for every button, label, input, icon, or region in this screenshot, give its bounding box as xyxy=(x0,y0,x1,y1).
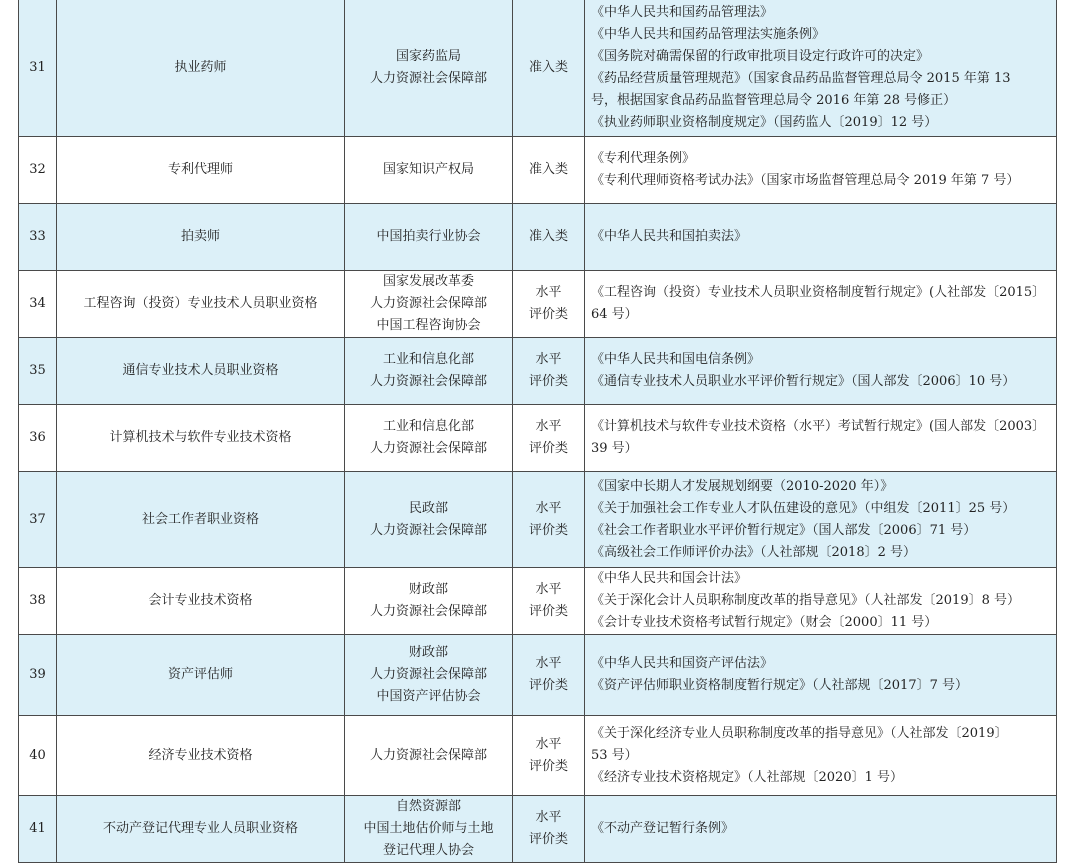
basis-line: 《中华人民共和国拍卖法》 xyxy=(591,229,748,244)
row-number: 39 xyxy=(19,635,57,716)
basis-line: 39 号） xyxy=(591,441,638,456)
department-cell xyxy=(345,271,513,338)
department-line: 国家药监局 xyxy=(395,48,461,64)
table-row xyxy=(19,472,1057,568)
department-line: 人力资源社会保障部 xyxy=(369,441,487,456)
table-row xyxy=(19,137,1057,204)
qualification-name: 资产评估师 xyxy=(57,635,345,716)
category-line: 准入类 xyxy=(528,229,568,244)
row-number: 37 xyxy=(19,472,57,568)
department-line: 人力资源社会保障部 xyxy=(369,70,487,86)
table-row xyxy=(19,635,1057,716)
row-number: 35 xyxy=(19,338,57,405)
basis-line: 号，根据国家食品药品监督管理总局令 2016 年第 28 号修正） xyxy=(591,92,957,108)
basis-line: 《关于加强社会工作专业人才队伍建设的意见》（中组发〔2011〕25 号） xyxy=(591,500,1016,516)
category-line: 水平 xyxy=(535,285,562,300)
category-cell xyxy=(513,0,585,137)
department-cell xyxy=(345,472,513,568)
qualification-name: 社会工作者职业资格 xyxy=(57,472,345,568)
table-row xyxy=(19,204,1057,271)
basis-line: 《国务院对确需保留的行政审批项目设定行政许可的决定》 xyxy=(591,48,930,64)
basis-line: 《工程咨询（投资）专业技术人员职业资格制度暂行规定》(人社部发〔2015〕 xyxy=(591,285,1046,300)
category-line: 评价类 xyxy=(528,374,568,389)
category-cell xyxy=(513,338,585,405)
basis-line: 《专利代理条例》 xyxy=(591,151,696,166)
category-line: 评价类 xyxy=(528,678,568,693)
basis-line: 《关于深化经济专业人员职称制度改革的指导意见》（人社部发〔2019〕 xyxy=(591,725,1008,741)
category-line: 水平 xyxy=(535,810,562,825)
category-line: 评价类 xyxy=(528,604,568,619)
qualification-name: 经济专业技术资格 xyxy=(57,716,345,796)
department-line: 登记代理人协会 xyxy=(382,843,474,858)
row-number: 34 xyxy=(19,271,57,338)
category-cell xyxy=(513,796,585,863)
department-line: 自然资源部 xyxy=(395,799,461,814)
category-line: 准入类 xyxy=(528,59,568,75)
row-number: 40 xyxy=(19,716,57,796)
basis-line: 64 号） xyxy=(591,307,638,322)
category-cell xyxy=(513,635,585,716)
department-line: 中国资产评估协会 xyxy=(376,689,481,704)
qualification-name: 拍卖师 xyxy=(57,204,345,271)
basis-cell xyxy=(585,635,1057,716)
row-number: 33 xyxy=(19,204,57,271)
category-line: 水平 xyxy=(535,352,562,367)
department-cell xyxy=(345,338,513,405)
table-row xyxy=(19,0,1057,137)
category-cell xyxy=(513,137,585,204)
category-line: 水平 xyxy=(535,736,562,752)
basis-line: 《社会工作者职业水平评价暂行规定》（国人部发〔2006〕71 号） xyxy=(591,522,977,538)
basis-line: 《不动产登记暂行条例》 xyxy=(591,821,735,836)
table-body xyxy=(19,0,1057,863)
basis-line: 《关于深化会计人员职称制度改革的指导意见》（人社部发〔2019〕8 号） xyxy=(591,593,1020,608)
basis-line: 《中华人民共和国药品管理法》 xyxy=(591,4,774,20)
department-cell xyxy=(345,716,513,796)
department-line: 民政部 xyxy=(408,500,448,516)
basis-line: 《计算机技术与软件专业技术资格（水平）考试暂行规定》(国人部发〔2003〕 xyxy=(591,419,1046,434)
basis-line: 《执业药师职业资格制度规定》（国药监人〔2019〕12 号） xyxy=(591,114,938,130)
category-line: 评价类 xyxy=(528,758,568,774)
category-line: 水平 xyxy=(535,419,562,434)
table-row xyxy=(19,271,1057,338)
department-cell xyxy=(345,405,513,472)
category-line: 评价类 xyxy=(528,441,568,456)
category-line: 水平 xyxy=(535,582,562,597)
qualification-name: 执业药师 xyxy=(57,0,345,137)
basis-cell xyxy=(585,472,1057,568)
category-line: 准入类 xyxy=(528,162,568,177)
basis-line: 《资产评估师职业资格制度暂行规定》（人社部规〔2017〕7 号） xyxy=(591,678,968,693)
qualification-table xyxy=(18,0,1057,863)
row-number: 38 xyxy=(19,568,57,635)
basis-line: 《通信专业技术人员职业水平评价暂行规定》（国人部发〔2006〕10 号） xyxy=(591,374,1016,389)
category-cell xyxy=(513,204,585,271)
department-line: 工业和信息化部 xyxy=(382,419,474,434)
department-line: 人力资源社会保障部 xyxy=(369,374,487,389)
basis-cell xyxy=(585,0,1057,137)
basis-line: 《高级社会工作师评价办法》（人社部规〔2018〕2 号） xyxy=(591,544,916,560)
category-line: 水平 xyxy=(535,656,562,671)
department-cell xyxy=(345,796,513,863)
basis-line: 《药品经营质量管理规范》（国家食品药品监督管理总局令 2015 年第 13 xyxy=(591,70,1011,86)
department-line: 中国拍卖行业协会 xyxy=(376,229,481,244)
table-row xyxy=(19,568,1057,635)
category-cell xyxy=(513,271,585,338)
row-number: 31 xyxy=(19,0,57,137)
row-number: 36 xyxy=(19,405,57,472)
category-cell xyxy=(513,405,585,472)
basis-cell xyxy=(585,405,1057,472)
qualification-name: 工程咨询（投资）专业技术人员职业资格 xyxy=(57,271,345,338)
category-line: 评价类 xyxy=(528,307,568,322)
category-line: 水平 xyxy=(535,500,562,516)
category-cell xyxy=(513,472,585,568)
basis-line: 《中华人民共和国药品管理法实施条例》 xyxy=(591,26,826,42)
category-line: 评价类 xyxy=(528,522,568,538)
qualification-name: 会计专业技术资格 xyxy=(57,568,345,635)
row-number: 41 xyxy=(19,796,57,863)
basis-line: 《国家中长期人才发展规划纲要（2010-2020 年）》 xyxy=(591,478,894,494)
category-cell xyxy=(513,716,585,796)
basis-cell xyxy=(585,568,1057,635)
qualification-name: 计算机技术与软件专业技术资格 xyxy=(57,405,345,472)
department-line: 人力资源社会保障部 xyxy=(369,296,487,311)
basis-line: 53 号） xyxy=(591,747,638,763)
department-line: 人力资源社会保障部 xyxy=(369,747,487,763)
basis-cell xyxy=(585,338,1057,405)
department-line: 人力资源社会保障部 xyxy=(369,604,487,619)
department-cell xyxy=(345,568,513,635)
qualification-name: 不动产登记代理专业人员职业资格 xyxy=(57,796,345,863)
basis-cell xyxy=(585,716,1057,796)
basis-line: 《经济专业技术资格规定》（人社部规〔2020〕1 号） xyxy=(591,769,903,785)
department-line: 财政部 xyxy=(408,582,448,597)
department-line: 人力资源社会保障部 xyxy=(369,522,487,538)
basis-cell xyxy=(585,271,1057,338)
category-cell xyxy=(513,568,585,635)
basis-cell xyxy=(585,137,1057,204)
category-line: 评价类 xyxy=(528,832,568,847)
department-line: 财政部 xyxy=(408,645,448,660)
basis-line: 《中华人民共和国会计法》 xyxy=(591,571,748,586)
basis-cell xyxy=(585,204,1057,271)
qualification-name: 通信专业技术人员职业资格 xyxy=(57,338,345,405)
department-cell xyxy=(345,204,513,271)
basis-cell xyxy=(585,796,1057,863)
department-line: 国家发展改革委 xyxy=(382,274,474,289)
department-line: 人力资源社会保障部 xyxy=(369,667,487,682)
basis-line: 《会计专业技术资格考试暂行规定》（财会〔2000〕11 号） xyxy=(591,615,938,630)
table-row xyxy=(19,796,1057,863)
basis-line: 《中华人民共和国电信条例》 xyxy=(591,352,761,367)
qualification-name: 专利代理师 xyxy=(57,137,345,204)
table-row xyxy=(19,716,1057,796)
table-row xyxy=(19,338,1057,405)
department-line: 中国工程咨询协会 xyxy=(376,318,481,333)
department-cell xyxy=(345,137,513,204)
department-line: 国家知识产权局 xyxy=(382,162,474,177)
department-line: 中国土地估价师与土地 xyxy=(363,821,494,836)
department-cell xyxy=(345,0,513,137)
row-number: 32 xyxy=(19,137,57,204)
basis-line: 《中华人民共和国资产评估法》 xyxy=(591,656,774,671)
department-line: 工业和信息化部 xyxy=(382,352,474,367)
basis-line: 《专利代理师资格考试办法》（国家市场监督管理总局令 2019 年第 7 号） xyxy=(591,173,1020,188)
department-cell xyxy=(345,635,513,716)
table-row xyxy=(19,405,1057,472)
